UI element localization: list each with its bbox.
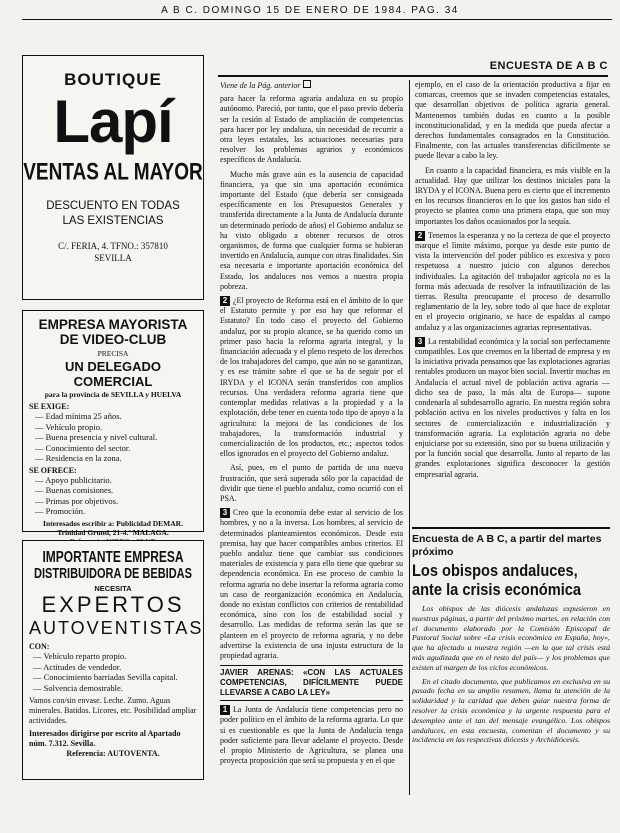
list-item: — Buena presencia y nivel cultural.: [35, 432, 158, 442]
masthead-rule: [22, 19, 612, 20]
exige-label: SE EXIGE:: [29, 402, 70, 411]
list-item: — Conocimiento del sector.: [35, 442, 131, 453]
interview-headline: JAVIER ARENAS: «CON LAS ACTUALES COMPETENCIAS, DIFÍCILMENTE PUEDE LLEVARSE A CABO LA LEY»: [220, 665, 403, 701]
list-item: — Primas por objetivos.: [35, 495, 119, 506]
answer-number-2-icon: 2: [220, 296, 230, 306]
feature-body: [412, 604, 610, 745]
precisa-label: PRECISA: [97, 349, 129, 358]
necesita-label: NECESITA: [94, 584, 132, 593]
masthead: A B C. DOMINGO 15 DE ENERO DE 1984. PAG. 34: [161, 5, 459, 16]
paragraph: En cuanto a la capacidad financiera, es más visible en la actualidad. Hay que utilizar los destinos iniciales para la IRYDA y el ICONA. Buena pero es cierto que el incremento en los recursos financieros en lo que los gastos han sido el proyecto se plantea como una primera etapa, que son muy importantes los daños ocasionados por la sequía.: [415, 165, 610, 226]
autoventistas-heading: AUTOVENTISTAS: [29, 618, 204, 638]
numbered-answer: 3 Creo que la economía debe estar al servicio de los hombres, y no a la inversa. Los hombres, al servicio de determinados planteamientos económicos. Desde esta premisa, hay que hacer compatibles ambos criterios. El pueblo andaluz tiene que cambiar sus condiciones materiales de existencia y para ello tiene que quebrar su dependencia económica. En ese proceso de cambio la reforma agraria no debe insertar la reforma agraria como un caso de reorganización económica en Andalucía, donde no existan conflictos con criterios de rentabilidad económica, sino con los de estabilidad social y desarrollo. Las medidas de reforma serán las que se planteen en el proyecto de reforma agraria, y no debe advertirse la existencia de una injusta estructura de la propiedad agraria.: [220, 508, 403, 660]
answer-number-3-icon: 3: [220, 508, 230, 518]
bebidas-body: Vamos con/sin envase. Leche. Zumo. Aguas minerales. Batidos. Licores, etc. Posibilidad ampliar actividades.: [29, 696, 197, 725]
list-item: — Promoción.: [35, 506, 86, 516]
list-item: — Conocimiento barriadas Sevilla capital.: [33, 672, 178, 682]
list-item: — Residencia en la zona.: [35, 453, 122, 463]
videoclub-title1: EMPRESA MAYORISTA: [38, 317, 188, 332]
videoclub-ad: [22, 310, 204, 537]
bebidas-reference: Referencia: AUTOVENTA.: [66, 749, 160, 758]
bebidas-title1: IMPORTANTE EMPRESA: [42, 547, 184, 567]
ofrece-list: [29, 475, 197, 517]
numbered-answer: 3 La rentabilidad económica y la social son perfectamente compatibles. Los que creemos en la libertad de empresa y en la iniciativa privada pensamos que las explotaciones agrarias rentables producen un mayor bien social. Invertir muchas en Andalucía el actual nivel de población activa agraria —dicho sea de paso, la más alta de Europa— supone condenarla al subdesarrollo agrario. En nuestra región sobra población activa en los niveles productivos y falta en los sectores de comercialización e industrialización y transformación agraria. La explotación agraria no debe enjuiciarse por su extensión, sino por su buena utilización y por la función social que desarrolla. Junto al reparto de las grandes explotaciones significa desconocer la gestión empresarial agraria.: [415, 336, 610, 479]
answer-number-2-icon: 2: [415, 231, 425, 241]
bishops-feature: [412, 527, 610, 799]
brand-logo: Lapí: [53, 88, 173, 155]
ventas-al-mayor: VENTAS AL MAYOR: [23, 159, 203, 186]
discount-line1: DESCUENTO EN TODAS: [46, 200, 180, 212]
paragraph: Los obispos de las diócesis andaluzas expusieron en nuestras páginas, a partir del próximo martes, en relación con el documento elaborado por la Comisión Episcopal de Pastoral Social sobre «La crisis económica en España, hoy», que ha afectado a nuestra región —en la que tal crisis está más agudizada que en el resto del país— y los problemas que existen al margen de los ciclos económicos.: [412, 604, 610, 672]
feature-kicker: Encuesta de A B C, a partir del martes próximo: [412, 533, 602, 558]
article-column-1: [220, 80, 403, 795]
bebidas-ad: [22, 540, 204, 780]
list-item: — Vehículo reparto propio.: [33, 651, 127, 661]
bebidas-contact: Interesados dirigirse por escrito al Apartado núm. 7.312. Sevilla.: [29, 729, 181, 748]
discount-line2: LAS EXISTENCIAS: [62, 215, 164, 227]
continued-note: Viene de la Pág. anterior: [220, 80, 403, 91]
videoclub-title2: DE VIDEO-CLUB: [59, 332, 167, 347]
paragraph: Así, pues, en el punto de partida de una nueva frustración, que será superada sólo por la capacidad de dividir que tiene el pueblo andaluz, como ocurrió con el PSA.: [220, 463, 403, 503]
paragraph: En el citado documento, que publicamos en exclusiva en su pasado fecha en su amplio resumen, llama la atención de la solidaridad y la caridad que deben guiar nuestra forma de resolver la crisis económica y la urgente respuesta para el desempleo ante el tan del mensaje evangélico. Los obispos andaluces, en esta encuesta, comentan el documento y su incidencia en las respectivas diócesis y Archidiócesis.: [412, 676, 610, 745]
feature-headline-2: ante la crisis económica: [412, 580, 582, 599]
numbered-answer: 2 Tenemos la esperanza y no la certeza de que el proyecto marque el límite máximo, porque ya desde este punto de vista la intervención del poder público es excesiva y poco respetuosa a nuestro juicio con algunos derechos individuales. La agitación del trabajador agrícola no es la forma más adecuada de resolver la infrautilización de las tierras. Resulta preocupante el proceso de desarrollo reglamentario de la ley, sobre todo al que hace de explotar en el proyecto originario, se hace de espaldas al campo andaluz y a las organizaciones agrarias representativas.: [415, 230, 610, 332]
delegado-comercial: UN DELEGADO COMERCIAL: [64, 359, 162, 389]
numbered-answer: 1 La Junta de Andalucía tiene competencias pero no poder político en el ámbito de la reforma agraria. Lo que si es cuestionable es que la Junta de Andalucía tenga poder suficiente para llevar adelante el proyecto. Desde el propio Ministerio de Agricultura, se planea una proyecta proposición que será su propuesta y en el que: [220, 705, 403, 766]
list-item: — Vehículo propio.: [35, 421, 103, 432]
videoclub-region: para la provincia de SEVILLA y HUELVA: [44, 390, 182, 399]
answer-number-1-icon: 1: [220, 705, 230, 715]
boutique-label: BOUTIQUE: [64, 70, 162, 89]
ofrece-label: SE OFRECE:: [29, 465, 77, 475]
paragraph: ejemplo, en el caso de la orientación productiva a fijar en comarcas, creemos que se invaden competencias estatales, que desarrollan objetivos de política agraria general. Mantenemos también dudas en cuanto a la posible inconstitucionalidad, y en la medida que pueda afectar a derechos fundamentales consagrados en la Constitución. Finalmente, con las actuales transferencias difícilmente se puede llevar a cabo la ley.: [415, 80, 610, 161]
list-item: — Edad mínima 25 años.: [35, 411, 122, 421]
page-box-icon: [303, 80, 311, 88]
videoclub-contact: Interesados escribir a: Publicidad DEMAR. Trinidad Grund, 21-4.º MALAGA.: [43, 518, 183, 537]
section-rule: [218, 75, 608, 77]
numbered-answer: 2 ¿El proyecto de Reforma está en el ámbito de lo que el Estatuto permite y por eso hay que reformar el Estatuto? En todo caso el proyecto del Gobierno andaluz, por su propio alcance, se ha querido como un primer paso hacia la reforma agraria integral, y la financiación adecuada y el pleno respeto de los derechos de los trabajadores del campo, que aún no se garantizan, y es ese trámite sobre el que se ha de seguir por el IRYDA y el ICONA serán transferidos con amplios recursos. Una verdadera reforma agraria tiene que contemplar medidas relativas a la propiedad y a la explotación, debe tener en cuenta todo tipo de apoyo a la agricultura: la mejora de las condiciones de los trabajadores, la transformación industrial y comercialización de los productos, etc.; aspectos todos ellos ignorados en el proyecto del Gobierno andaluz.: [220, 296, 403, 459]
paragraph: para hacer la reforma agraria andaluza en su propio autónomo. Pareció, por tanto, que el paso previo debería ser la cesión al Estado de ampliación de competencias para hacer por ley andaluza, sin necesidad de recurrir a otra leyes estatales, las actuaciones necesarias para resolver los problemas agrarios y económicos específicos de Andalucía.: [220, 94, 403, 165]
boutique-address: C/. FERIA, 4. TFNO.: 357810: [58, 241, 168, 251]
bebidas-title2: DISTRIBUIDORA DE BEBIDAS: [34, 566, 192, 582]
list-item: — Buenas comisiones.: [35, 485, 114, 495]
feature-headline-1: Los obispos andaluces,: [412, 561, 578, 580]
column-divider: [409, 80, 410, 795]
boutique-city: SEVILLA: [94, 253, 132, 263]
answer-number-3-icon: 3: [415, 337, 425, 347]
boutique-lapi-ad: [22, 55, 204, 300]
con-label: CON:: [29, 642, 50, 651]
section-title: ENCUESTA DE A B C: [489, 60, 608, 72]
expertos-heading: EXPERTOS: [41, 592, 185, 617]
list-item: — Solvencia demostrable.: [33, 682, 123, 693]
bebidas-requirements: [29, 651, 197, 693]
list-item: — Actitudes de vendedor.: [33, 661, 122, 672]
article-column-2: [415, 80, 610, 520]
paragraph: Mucho más grave aún es la ausencia de capacidad financiera, ya que sin una aportación económica importante del Estado (que debería ser consignada específicamente en los Presupuestos Generales y transferida directamente a la Junta de Andalucía durante un determinado período de años) el Gobierno andaluz se ha visto obligado a obtener recursos de otros organismos, de forma que cualquier forma se hubieran invertido en Andalucía, aunque con otras finalidades. Sin esa necesaria e importante aportación económica del Estado, los andaluces nos vemos a nuestra propia pobreza.: [220, 169, 403, 291]
list-item: — Apoyo publicitario.: [35, 474, 112, 485]
exige-list: [29, 411, 197, 464]
